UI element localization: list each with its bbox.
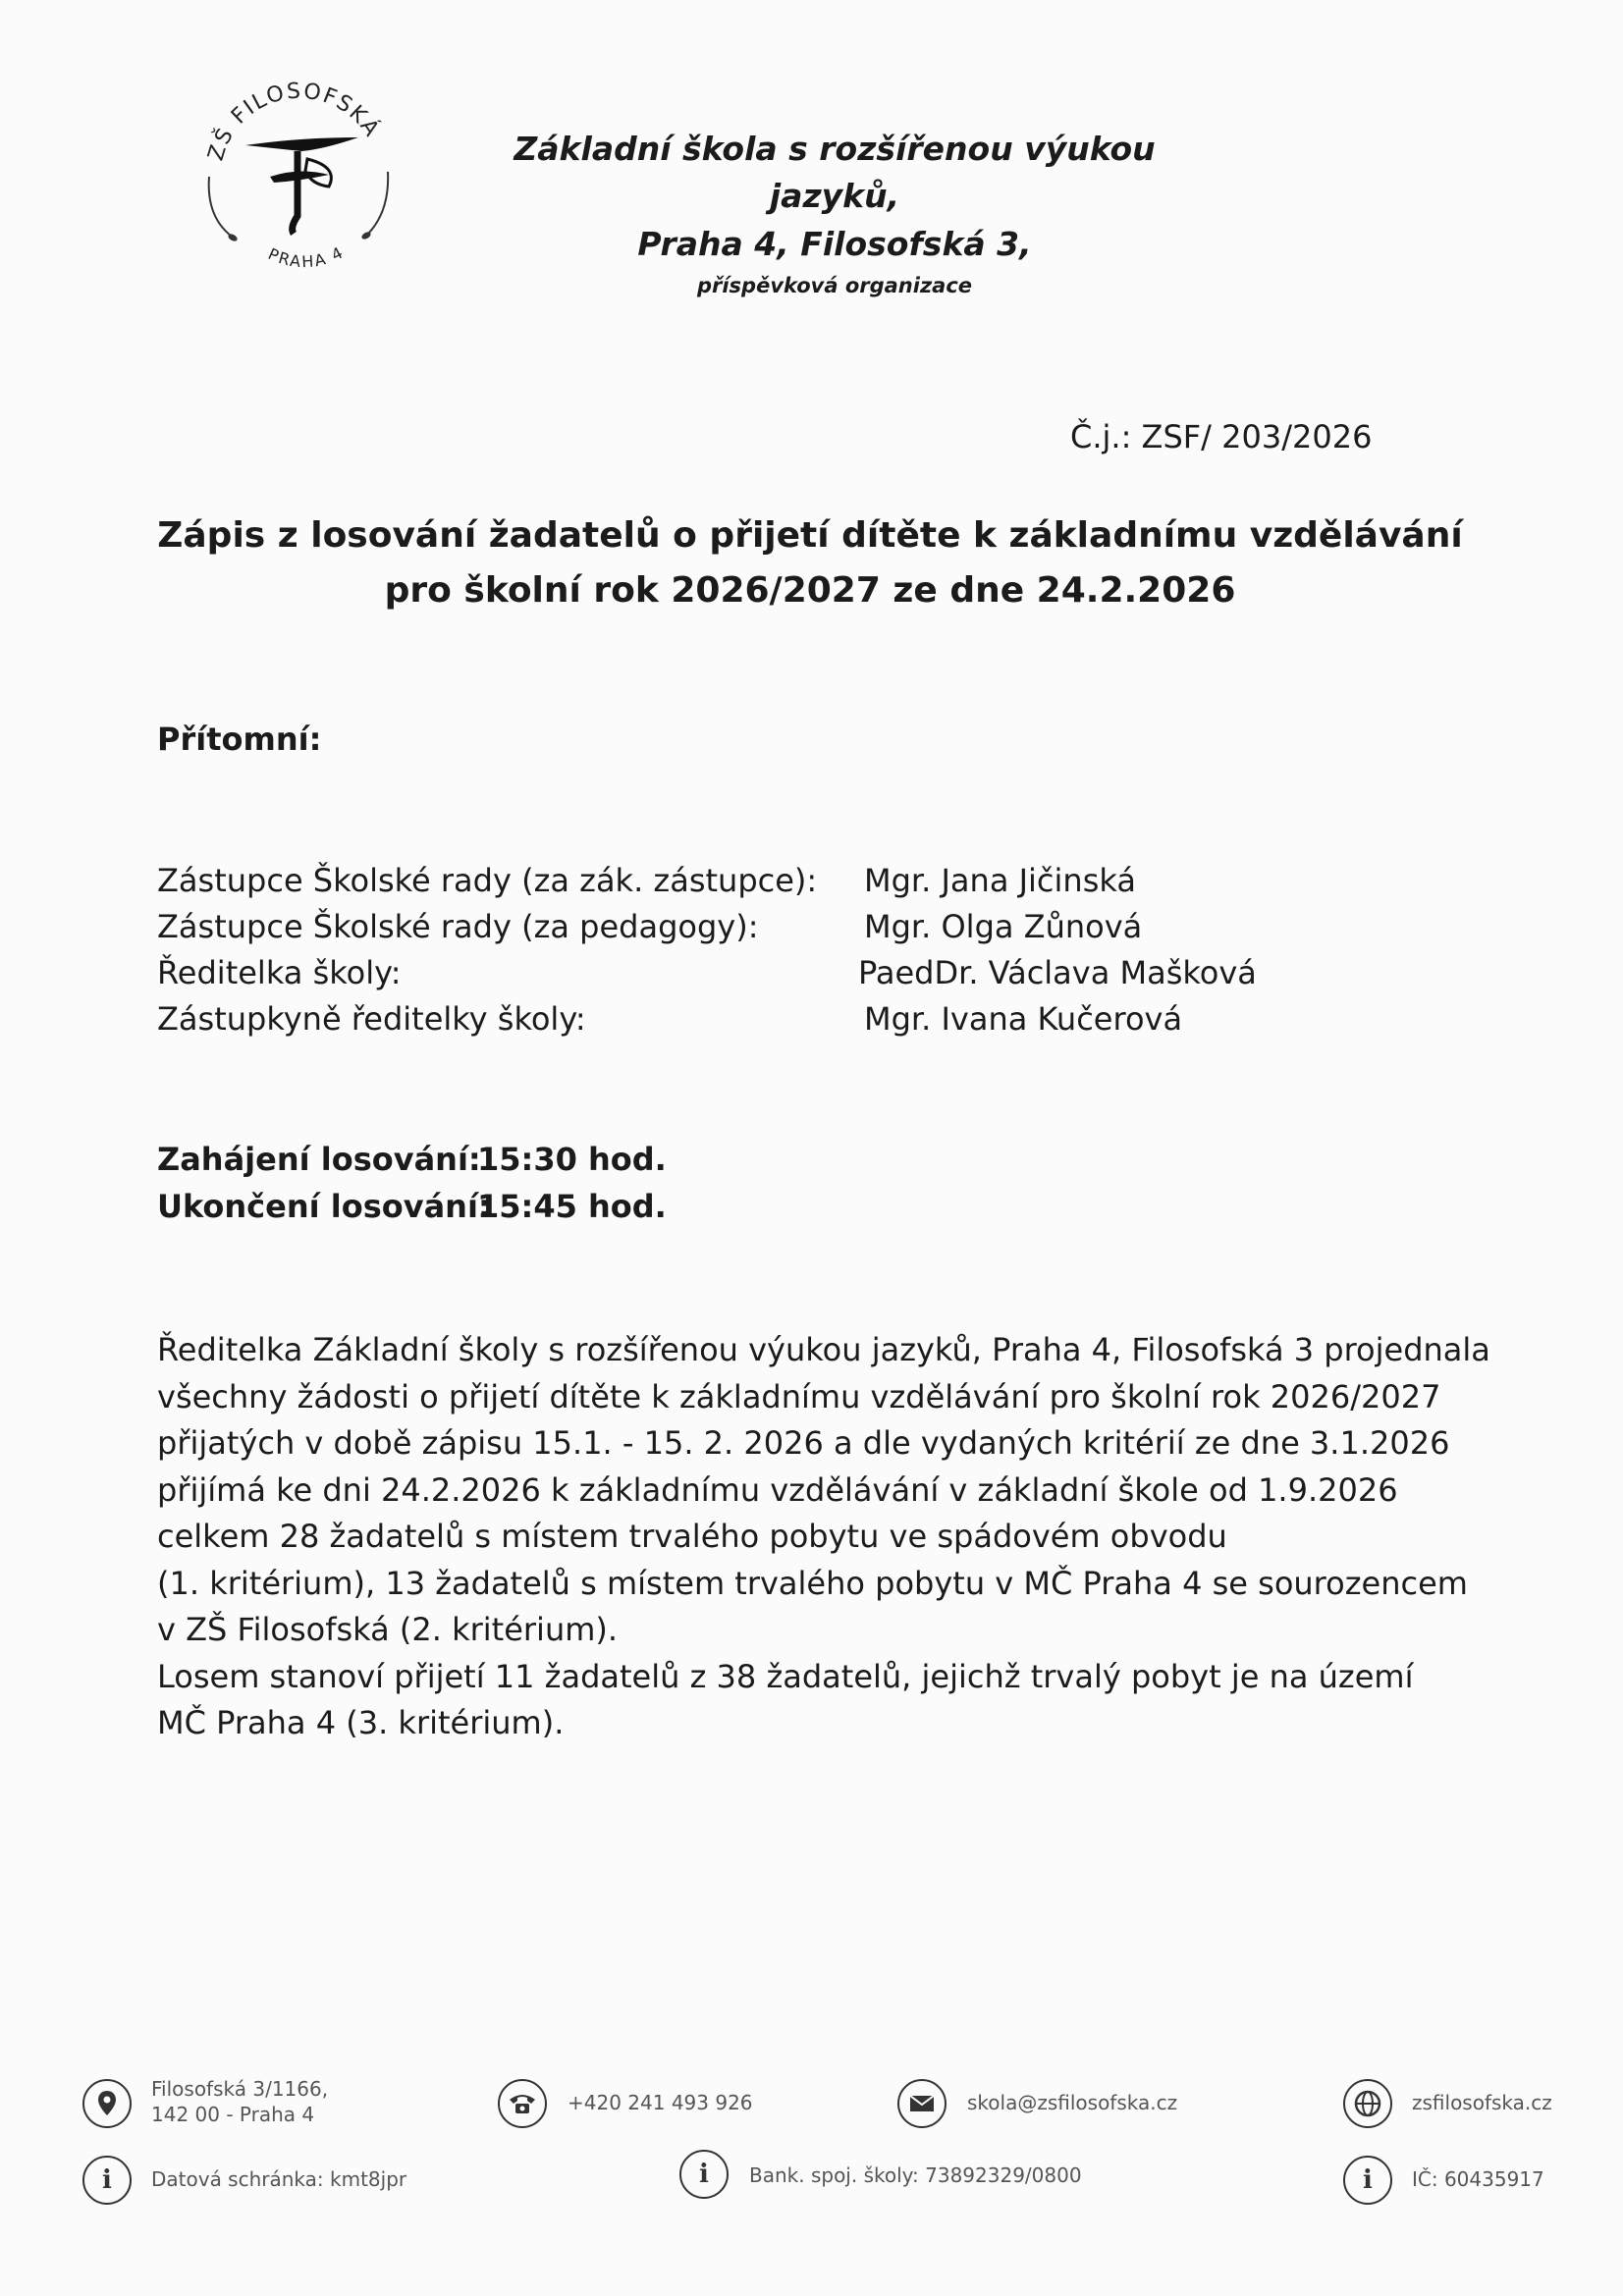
body-line: Ředitelka Základní školy s rozšířenou výukou jazyků, Praha 4, Filosofská 3 projednala <box>157 1331 1490 1368</box>
phone-icon <box>498 2079 547 2128</box>
school-address: Praha 4, Filosofská 3, <box>637 225 1032 263</box>
school-seal-logo <box>191 69 407 285</box>
attendee-role: Zástupce Školské rady (za zák. zástupce): <box>157 862 818 899</box>
email-icon <box>897 2079 947 2128</box>
body-line: přijímá ke dni 24.2.2026 k základnímu vzdělávání v základní škole od 1.9.2026 <box>157 1470 1398 1509</box>
attendee-row <box>157 862 1434 908</box>
start-time-value: 15:30 hod. <box>477 1141 667 1178</box>
attendees-list <box>157 862 1434 1046</box>
title-line-2: pro školní rok 2026/2027 ze dne 24.2.2026 <box>384 570 1236 611</box>
logo-bottom-text: PRAHA 4 <box>265 241 348 272</box>
info-icon: i <box>679 2150 729 2199</box>
document-title <box>157 508 1463 618</box>
attendee-role: Zástupce Školské rady (za pedagogy): <box>157 908 759 945</box>
school-name: Základní škola s rozšířenou výukou jazyků, <box>514 130 1156 215</box>
school-header <box>491 126 1178 302</box>
attendee-name: Mgr. Jana Jičinská <box>864 862 1136 899</box>
address-line-2: 142 00 - Praha 4 <box>151 2103 315 2126</box>
attendee-name: Mgr. Olga Zůnová <box>864 908 1143 945</box>
footer-ic: IČ: 60435917 <box>1412 2167 1544 2191</box>
attendee-name: Mgr. Ivana Kučerová <box>864 1000 1183 1038</box>
svg-text:PRAHA 4 <box>265 242 348 271</box>
address-line-1: Filosofská 3/1166, <box>151 2077 329 2101</box>
body-line: celkem 28 žadatelů s místem trvalého pobytu ve spádovém obvodu <box>157 1518 1227 1555</box>
attendee-role: Zástupkyně ředitelky školy: <box>157 1000 586 1038</box>
attendee-name: PaedDr. Václava Mašková <box>858 954 1257 991</box>
globe-icon <box>1343 2079 1392 2128</box>
info-icon: i <box>82 2156 132 2205</box>
present-heading: Přítomní: <box>157 721 322 758</box>
body-line: MČ Praha 4 (3. kritérium). <box>157 1704 565 1741</box>
attendee-role: Ředitelka školy: <box>157 954 402 991</box>
end-time-label: Ukončení losování: <box>157 1188 491 1225</box>
footer-phone[interactable]: +420 241 493 926 <box>568 2091 753 2114</box>
start-time-label: Zahájení losování: <box>157 1141 481 1178</box>
attendee-row <box>157 908 1434 954</box>
location-pin-icon <box>82 2079 132 2128</box>
title-line-1: Zápis z losování žadatelů o přijetí dítěte k základnímu vzdělávání <box>157 515 1463 556</box>
body-line: (1. kritérium), 13 žadatelů s místem trvalého pobytu v MČ Praha 4 se sourozencem <box>157 1564 1468 1602</box>
body-line: všechny žádosti o přijetí dítěte k základnímu vzdělávání pro školní rok 2026/2027 <box>157 1377 1441 1415</box>
svg-text:ZŠ FILOSOFSKÁ <box>204 80 386 164</box>
footer-email[interactable]: skola@zsfilosofska.cz <box>967 2091 1178 2114</box>
footer-data-box: Datová schránka: kmt8jpr <box>151 2167 407 2191</box>
attendee-row <box>157 1000 1434 1046</box>
body-line: přijatých v době zápisu 15.1. - 15. 2. 2026 a dle vydaných kritérií ze dne 3.1.2026 <box>157 1424 1450 1462</box>
body-line: v ZŠ Filosofská (2. kritérium). <box>157 1611 619 1648</box>
footer-bank: Bank. spoj. školy: 73892329/0800 <box>749 2163 1082 2187</box>
school-org-type: příspěvková organizace <box>696 274 973 297</box>
footer-address <box>151 2076 328 2127</box>
footer-web[interactable]: zsfilosofska.cz <box>1412 2091 1552 2114</box>
attendee-row <box>157 954 1434 1000</box>
body-line: Losem stanoví přijetí 11 žadatelů z 38 žadatelů, jejichž trvalý pobyt je na území <box>157 1657 1414 1695</box>
logo-top-text: ZŠ FILOSOFSKÁ <box>203 79 385 164</box>
reference-number: Č.j.: ZSF/ 203/2026 <box>1070 418 1373 455</box>
decision-text <box>157 1327 1532 1747</box>
end-time-value: 15:45 hod. <box>477 1188 667 1225</box>
info-icon: i <box>1343 2156 1392 2205</box>
